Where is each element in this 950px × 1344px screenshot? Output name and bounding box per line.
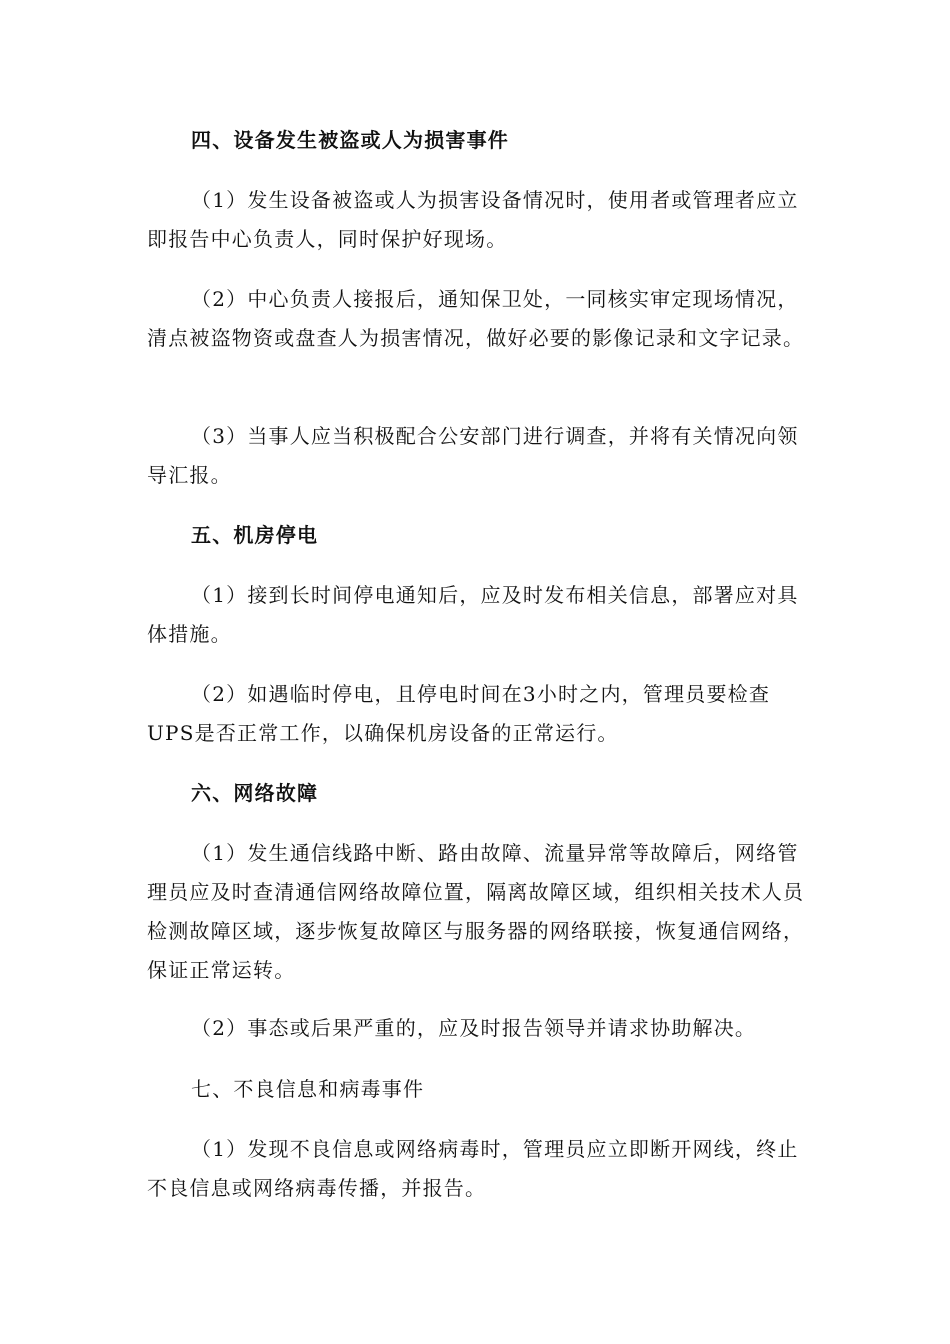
- paragraph: （1）接到长时间停电通知后，应及时发布相关信息，部署应对具体措施。: [147, 583, 799, 646]
- section-heading-6: 六、网络故障: [191, 781, 319, 805]
- paragraph: （3）当事人应当积极配合公安部门进行调查，并将有关情况向领导汇报。: [147, 424, 799, 487]
- section-heading-5: 五、机房停电: [191, 523, 319, 547]
- section-heading-7: 七、不良信息和病毒事件: [191, 1077, 425, 1101]
- paragraph: （2）中心负责人接报后，通知保卫处，一同核实审定现场情况，清点被盗物资或盘查人为损害情况，做好必要的影像记录和文字记录。: [147, 287, 805, 350]
- section-heading-4: 四、设备发生被盗或人为损害事件: [191, 128, 509, 152]
- paragraph: （1）发生通信线路中断、路由故障、流量异常等故障后，网络管理员应及时查清通信网络故障位置，隔离故障区域，组织相关技术人员检测故障区域，逐步恢复故障区与服务器的网络联接，恢复通信网络，保证正常运转。: [147, 841, 805, 982]
- paragraph: （1）发生设备被盗或人为损害设备情况时，使用者或管理者应立即报告中心负责人，同时保护好现场。: [147, 188, 799, 251]
- paragraph: （2）事态或后果严重的，应及时报告领导并请求协助解决。: [191, 1016, 757, 1040]
- paragraph: （2）如遇临时停电，且停电时间在3小时之内，管理员要检查UPS是否正常工作，以确保机房设备的正常运行。: [147, 682, 771, 745]
- paragraph: （1）发现不良信息或网络病毒时，管理员应立即断开网线，终止不良信息或网络病毒传播，并报告。: [147, 1137, 799, 1200]
